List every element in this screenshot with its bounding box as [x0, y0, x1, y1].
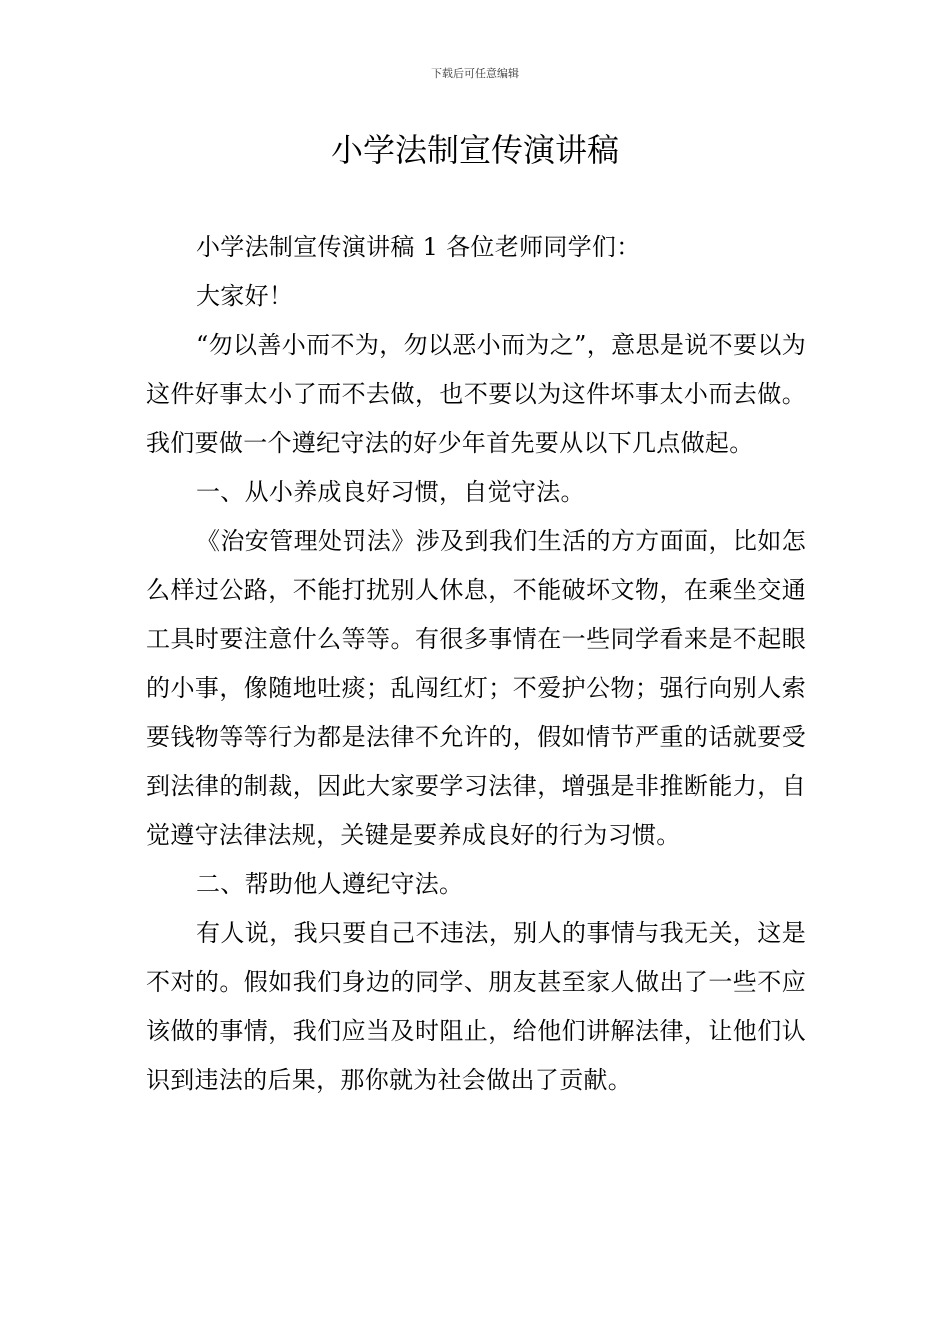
paragraph-salutation: 小学法制宣传演讲稿 1 各位老师同学们：	[196, 233, 641, 261]
paragraph-greeting: 大家好！	[196, 282, 294, 310]
header-note: 下载后可任意编辑	[431, 67, 519, 80]
paragraph-heading-two: 二、帮助他人遵纪守法。	[196, 870, 464, 898]
document-title: 小学法制宣传演讲稿	[330, 131, 619, 169]
paragraph-section-two: 有人说，我只要自己不违法，别人的事情与我无关，这是不对的。假如我们身边的同学、朋友甚至家人做出了一些不应该做的事情，我们应当及时阻止，给他们讲解法律，让他们认识到违法的后果，那你就为社会做出了贡献。	[146, 919, 806, 1094]
document-body	[146, 223, 806, 1105]
paragraph-intro: “勿以善小而不为，勿以恶小而为之”，意思是说不要以为这件好事太小了而不去做，也不要以为这件坏事太小而去做。我们要做一个遵纪守法的好少年首先要从以下几点做起。	[146, 331, 806, 457]
paragraph-section-one: 《治安管理处罚法》涉及到我们生活的方方面面，比如怎么样过公路，不能打扰别人休息，不能破坏文物，在乘坐交通工具时要注意什么等等。有很多事情在一些同学看来是不起眼的小事，像随地吐痰；乱闯红灯；不爱护公物；强行向别人索要钱物等等行为都是法律不允许的，假如情节严重的话就要受到法律的制裁，因此大家要学习法律，增强是非推断能力，自觉遵守法律法规，关键是要养成良好的行为习惯。	[146, 527, 806, 849]
paragraph-heading-one: 一、从小养成良好习惯，自觉守法。	[196, 478, 585, 506]
